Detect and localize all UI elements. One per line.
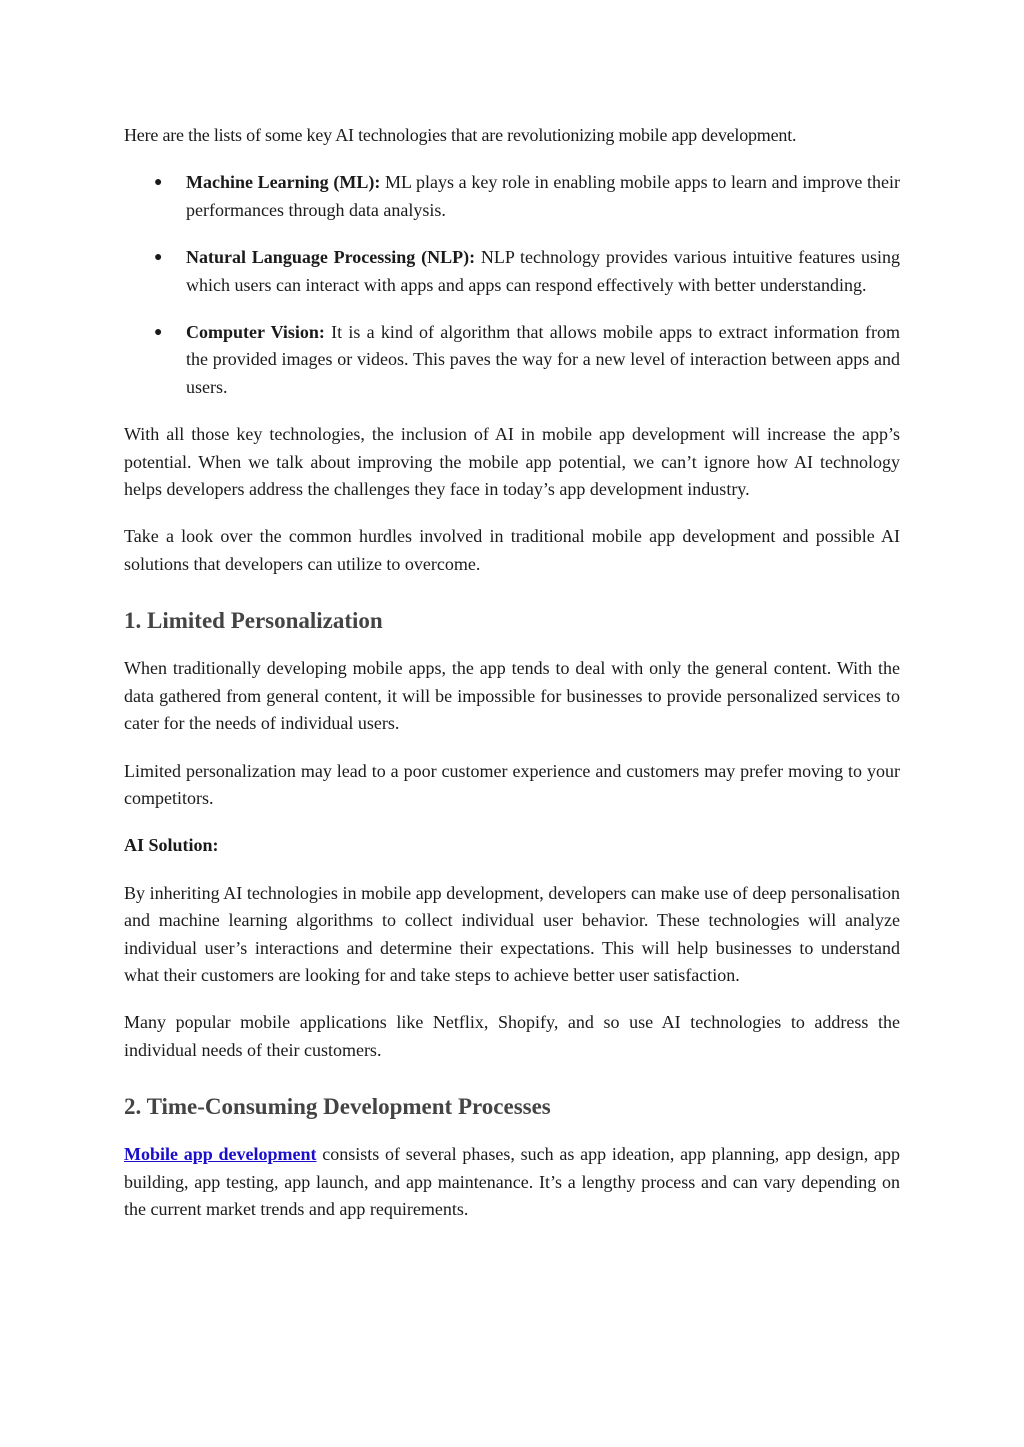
key-technologies-paragraph: With all those key technologies, the inclusion of AI in mobile app development will increase the app’s potential. When we talk about improving the mobile app potential, we can’t ignore how AI technology helps developers address the challenges they face in today’s app development industry. — [124, 424, 900, 500]
section-heading-time-consuming: 2. Time-Consuming Development Processes — [124, 1094, 551, 1120]
list-item-term: Natural Language Processing (NLP): — [186, 247, 476, 268]
section1-paragraph: Limited personalization may lead to a poor customer experience and customers may prefer moving to your competitors. — [124, 760, 900, 808]
list-item — [124, 169, 900, 224]
bullet-icon: ● — [154, 325, 163, 341]
list-item-text: ML plays a key role in enabling mobile apps to learn and improve their performances through data analysis. — [186, 172, 900, 220]
ai-technologies-list — [124, 169, 900, 401]
mobile-app-development-link[interactable]: Mobile app development — [124, 1144, 317, 1165]
section-heading-limited-personalization: 1. Limited Personalization — [124, 608, 383, 634]
bullet-icon: ● — [154, 250, 163, 266]
ai-solution-label: AI Solution: — [124, 835, 219, 856]
section1-paragraph: By inheriting AI technologies in mobile app development, developers can make use of deep personalisation and machine learning algorithms to collect individual user behavior. These technologies will analyze individual user’s interactions and determine their expectations. This will help businesses to understand what their customers are looking for and take steps to achieve better user satisfaction. — [124, 882, 900, 985]
document-page — [124, 122, 900, 1223]
bullet-icon: ● — [154, 175, 163, 191]
list-item — [124, 319, 900, 401]
list-item-term: Machine Learning (ML): — [186, 172, 381, 193]
list-item-term: Computer Vision: — [186, 322, 325, 343]
list-item-text: It is a kind of algorithm that allows mobile apps to extract information from the provided images or videos. This paves the way for a new level of interaction between apps and users. — [186, 322, 900, 397]
section1-paragraph: Many popular mobile applications like Netflix, Shopify, and so use AI technologies to address the individual needs of their customers. — [124, 1012, 900, 1060]
hurdles-paragraph: Take a look over the common hurdles involved in traditional mobile app development and possible AI solutions that developers can utilize to overcome. — [124, 526, 900, 574]
intro-paragraph: Here are the lists of some key AI technologies that are revolutionizing mobile app development. — [124, 125, 797, 145]
list-item-text: NLP technology provides various intuitive features using which users can interact with apps and apps can respond effectively with better understanding. — [186, 247, 900, 295]
list-item — [124, 244, 900, 299]
section2-paragraph-text: consists of several phases, such as app ideation, app planning, app design, app building, app testing, app launch, and app maintenance. It’s a lengthy process and can vary depending on the current market trends and app requirements. — [124, 1144, 900, 1219]
section2-paragraph — [124, 1141, 900, 1223]
section1-paragraph: When traditionally developing mobile apps, the app tends to deal with only the general content. With the data gathered from general content, it will be impossible for businesses to provide personalized services to cater for the needs of individual users. — [124, 658, 900, 734]
